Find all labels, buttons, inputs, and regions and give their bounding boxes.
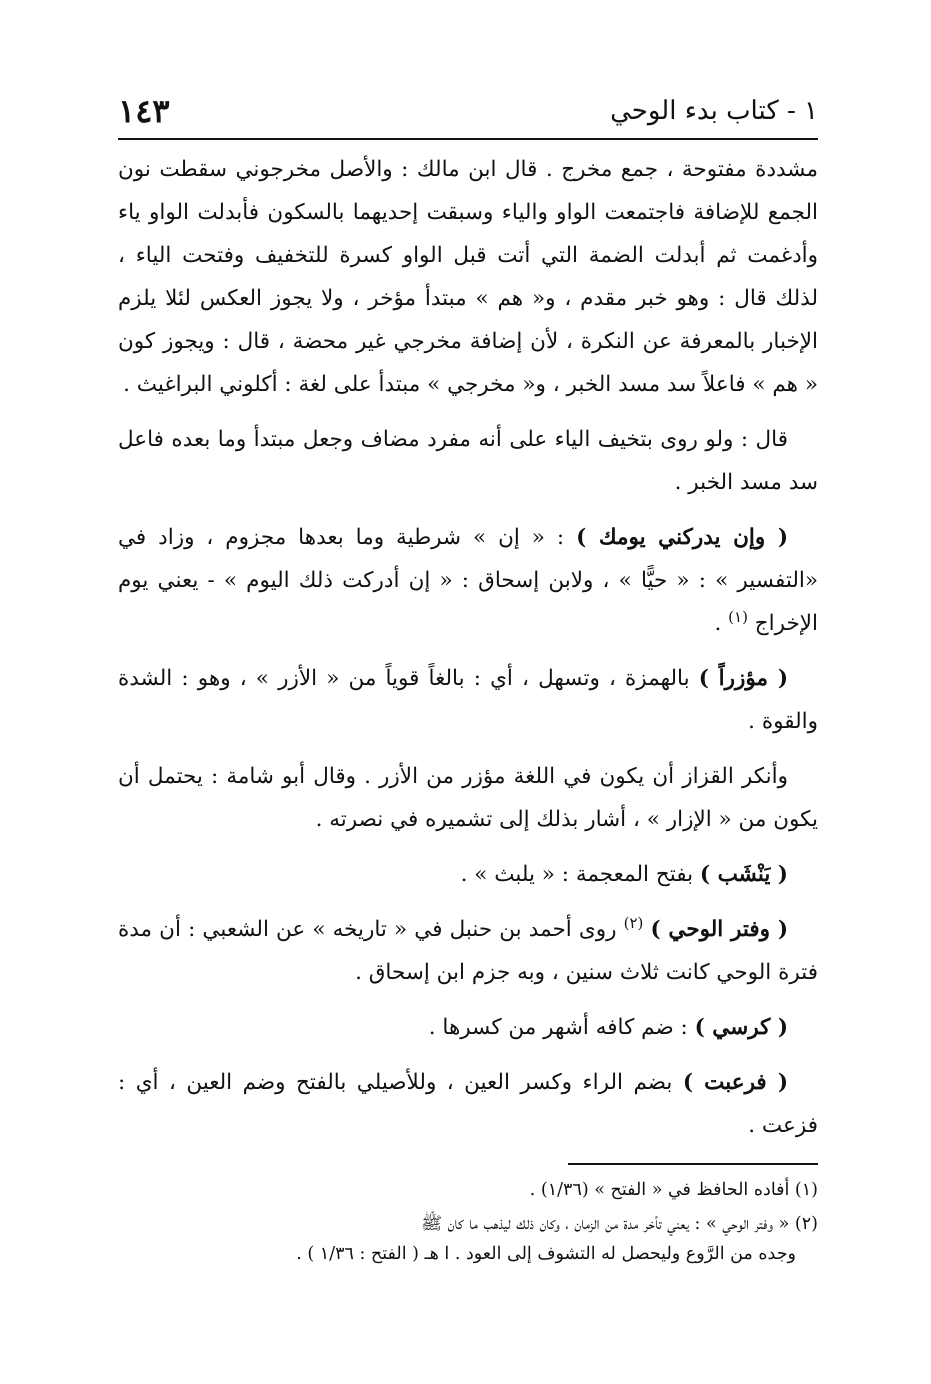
paragraph	[118, 1006, 818, 1049]
footnote-ref: (٢)	[623, 913, 644, 932]
paragraph: مشددة مفتوحة ، جمع مخرج . قال ابن مالك : والأصل مخرجوني سقطت نون الجمع للإضافة فاجتمعت الواو والياء وسبقت إحديهما بالسكون فأبدلت الواو ياء وأدغمت ثم أبدلت الضمة التي أتت قبل الواو كسرة للتخفيف وفتحت الياء ، لذلك قال : وهو خبر مقدم ، و« هم » مبتدأ مؤخر ، ولا يجوز العكس لئلا يلزم الإخبار بالمعرفة عن النكرة ، لأن إضافة مخرجي غير محضة ، قال : ويجوز كون « هم » فاعلاً سد مسد الخبر ، و« مخرجي » مبتدأ على لغة : أكلوني البراغيث .	[118, 157, 818, 397]
keyword: ( فرعبت )	[682, 1070, 788, 1095]
footnotes	[118, 1175, 818, 1273]
paragraph-text: : ضم كافه أشهر من كسرها .	[428, 1015, 695, 1040]
keyword: ( وفتر الوحي )	[650, 917, 788, 942]
main-text	[118, 148, 818, 1159]
page-number: ١٤٣	[118, 92, 170, 130]
paragraph-text: بفتح المعجمة : « يلبث » .	[460, 862, 700, 887]
footnote-2-line-2: وجده من الرَّوع وليحصل له التشوف إلى العود . ا هـ ( الفتح : ١/٣٦ ) .	[296, 1244, 796, 1264]
keyword: ( مؤزراً )	[698, 666, 788, 691]
paragraph	[118, 657, 818, 743]
paragraph: وأنكر القزاز أن يكون في اللغة مؤزر من الأزر . وقال أبو شامة : يحتمل أن يكون من « الإزار » ، أشار بذلك إلى تشميره في نصرته .	[118, 764, 818, 832]
footnote-1: (١) أفاده الحافظ في « الفتح » (١/٣٦) .	[529, 1180, 818, 1200]
paragraph-text: : « إن » شرطية وما بعدها مجزوم ، وزاد في «التفسير » : « حيًّا » ، ولابن إسحاق : « إن أدركت ذلك اليوم » - يعني يوم الإخراج	[118, 525, 818, 636]
paragraph: قال : ولو روى بتخيف الياء على أنه مفرد مضاف وجعل مبتدأ وما بعده فاعل سد مسد الخبر .	[118, 427, 818, 495]
keyword: ( يَنْشَب )	[699, 862, 788, 887]
footnote-ref: (١)	[728, 607, 748, 626]
header-rule	[118, 138, 818, 140]
paragraph-text: بالهمزة ، وتسهل ، أي : بالغاً قوياً من « الأزر » ، وهو : الشدة والقوة .	[118, 666, 818, 734]
paragraph	[118, 1061, 818, 1147]
paragraph	[118, 853, 818, 896]
footnote-rule	[568, 1163, 818, 1165]
paragraph	[118, 516, 818, 645]
footnote-2-line-1: (٢) « وفتر الوحي » : يعني تأخر مدة من الزمان ، وكان ذلك ليذهب ما كان ﷺ	[420, 1214, 818, 1234]
page-header	[118, 92, 818, 136]
footnote-2	[118, 1209, 818, 1269]
chapter-title: ١ - كتاب بدء الوحي	[610, 96, 818, 126]
keyword: ( وإن يدركني يومك )	[576, 525, 788, 550]
paragraph-text: بضم الراء وكسر العين ، وللأصيلي بالفتح وضم العين ، أي : فزعت .	[118, 1070, 818, 1138]
paragraph-end: .	[714, 611, 729, 636]
paragraph	[118, 908, 818, 994]
keyword: ( كرسي )	[694, 1015, 788, 1040]
paragraph-text: روى أحمد بن حنبل في « تاريخه » عن الشعبي : أن مدة فترة الوحي كانت ثلاث سنين ، وبه جزم ابن إسحاق .	[118, 917, 818, 985]
